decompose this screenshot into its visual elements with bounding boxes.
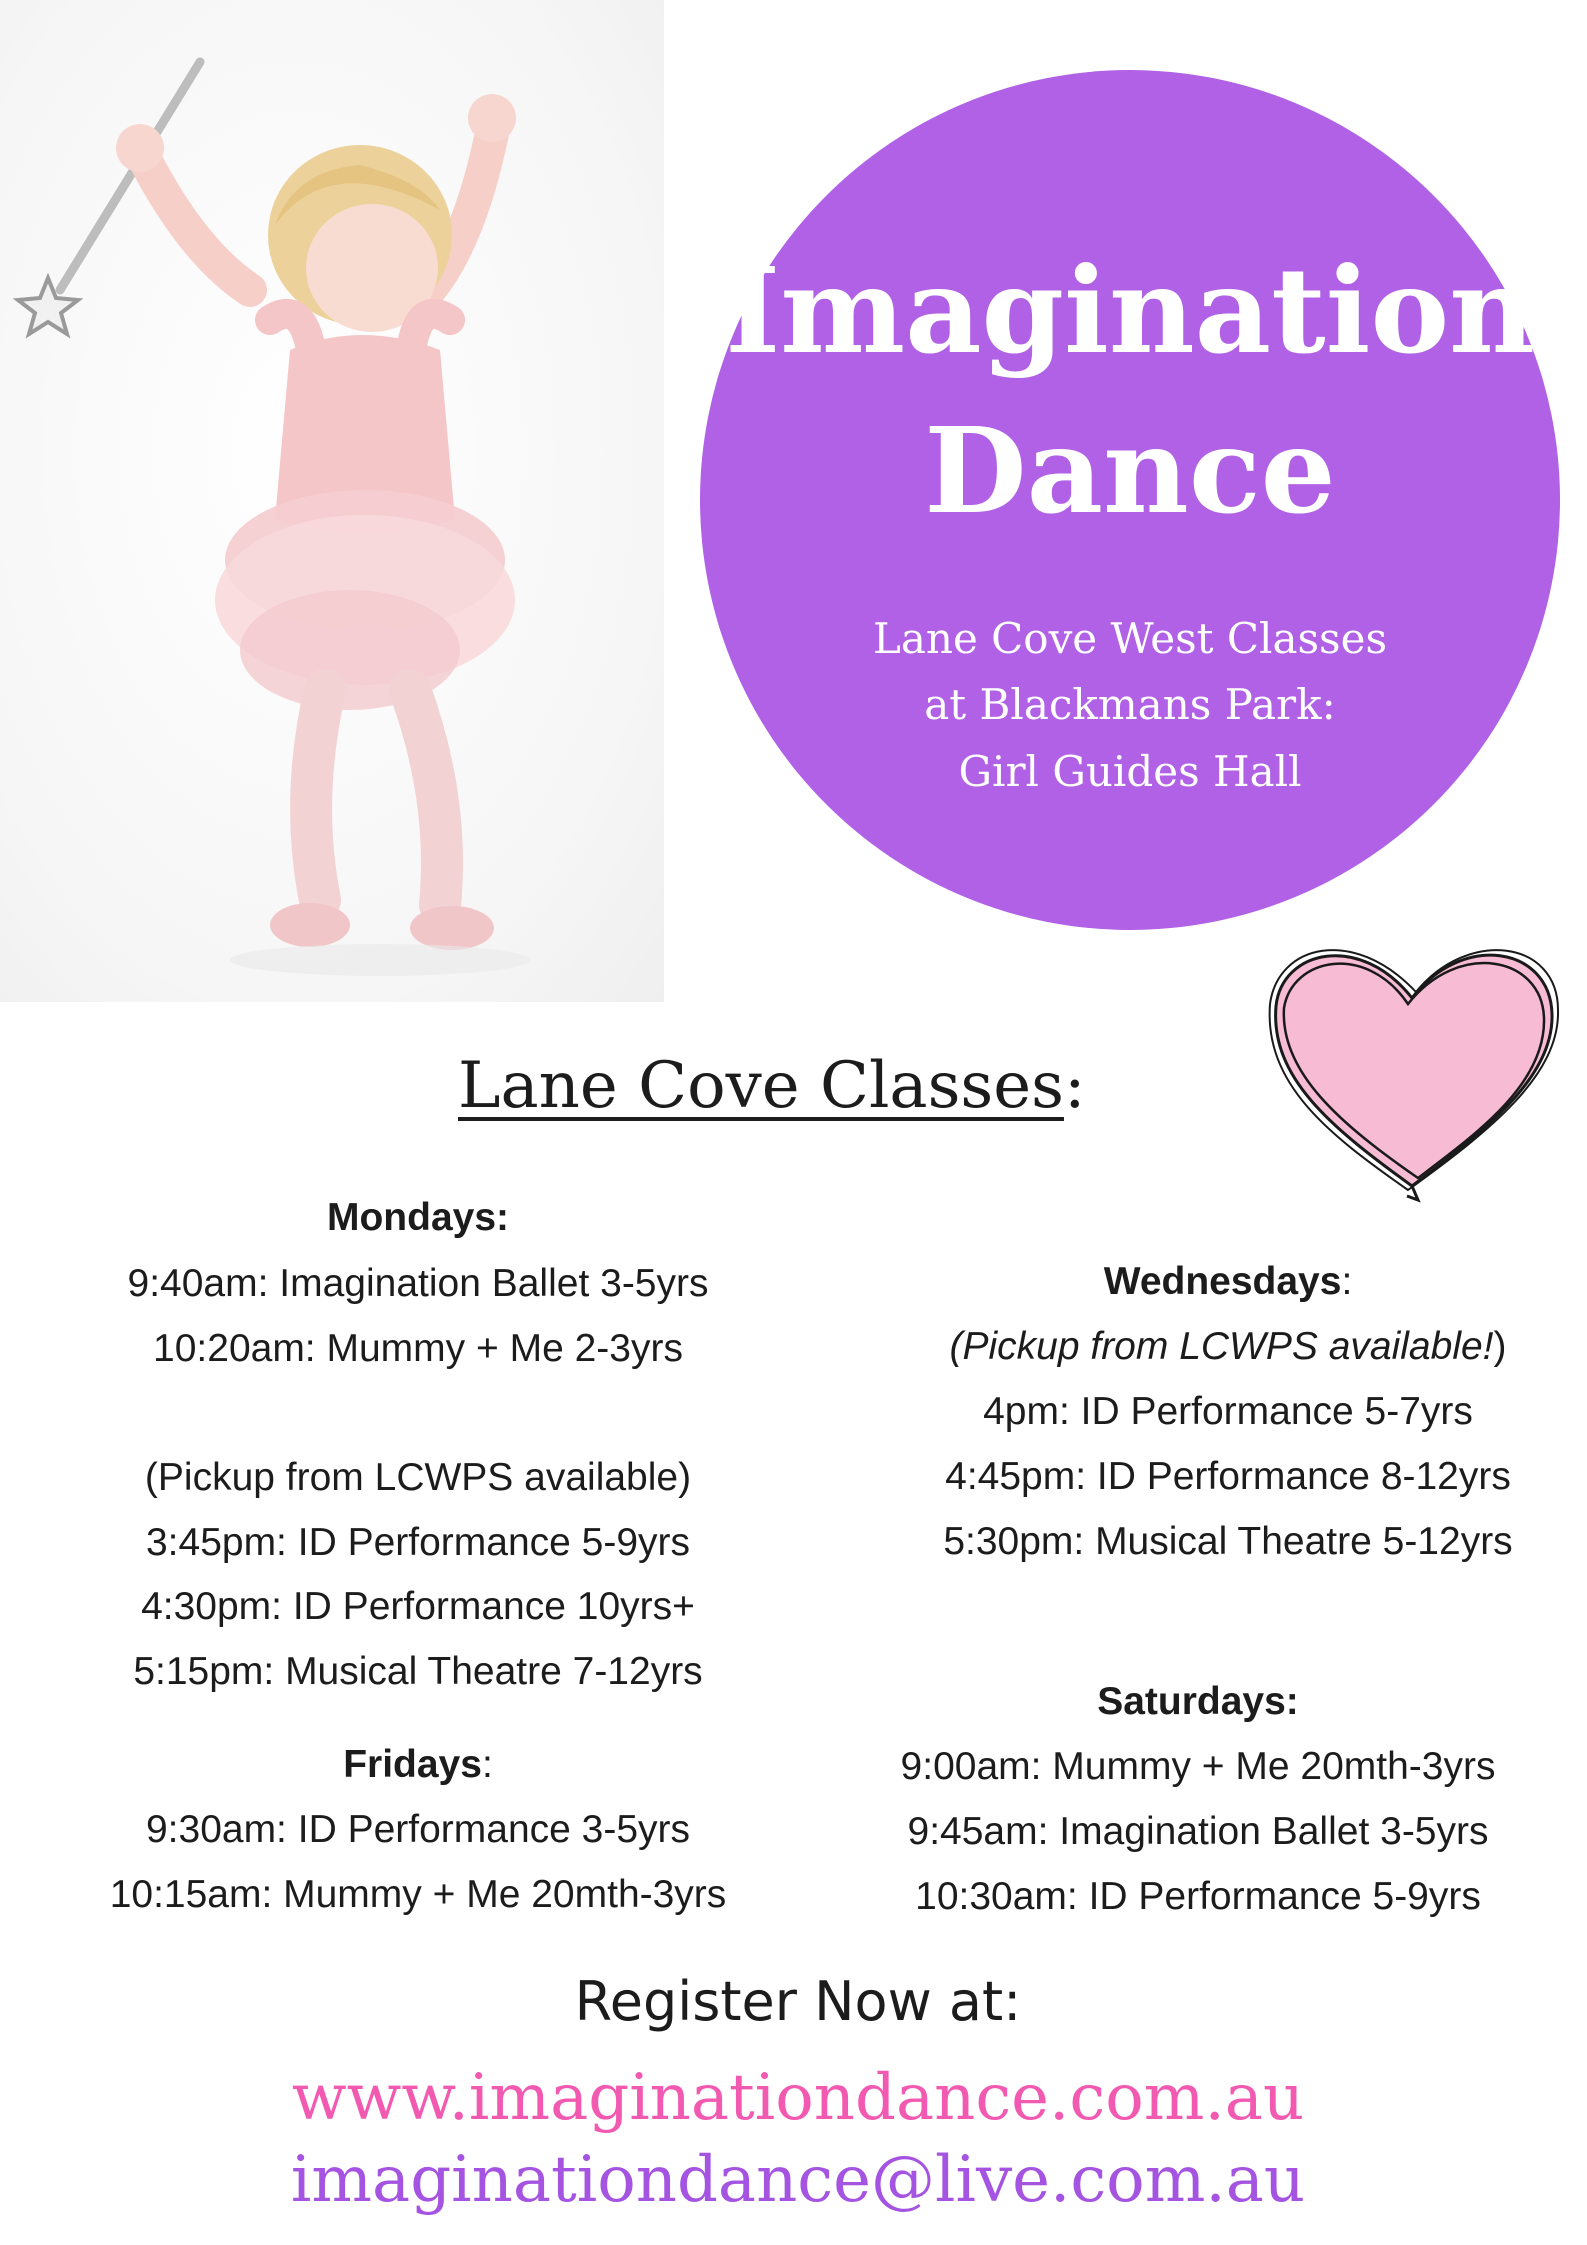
brand-title-line2: Dance <box>924 401 1336 540</box>
brand-title-line1: Imagination <box>725 241 1535 380</box>
wednesdays-pickup-text: (Pickup from LCWPS available! <box>949 1325 1494 1368</box>
heart-icon <box>1262 928 1562 1208</box>
fridays-colon: : <box>481 1743 493 1786</box>
mondays-class-2: 10:20am: Mummy + Me 2-3yrs <box>153 1327 683 1370</box>
wednesdays-class-3: 5:30pm: Musical Theatre 5-12yrs <box>943 1520 1513 1563</box>
fridays-class-1: 9:30am: ID Performance 3-5yrs <box>145 1808 691 1851</box>
ballerina-photo <box>0 0 664 1002</box>
section-heading <box>458 1049 1086 1123</box>
mondays-class-1: 9:40am: Imagination Ballet 3-5yrs <box>127 1262 709 1305</box>
location-line1: Lane Cove West Classes <box>872 614 1388 663</box>
saturdays-class-2: 9:45am: Imagination Ballet 3-5yrs <box>907 1810 1489 1853</box>
section-heading-colon: : <box>1063 1049 1086 1123</box>
mondays-class-4: 4:30pm: ID Performance 10yrs+ <box>141 1585 695 1628</box>
fridays-heading <box>343 1745 493 1784</box>
mondays-pickup-note: (Pickup from LCWPS available) <box>144 1456 692 1499</box>
wednesdays-pickup-close: ) <box>1493 1325 1507 1368</box>
wednesdays-colon: : <box>1341 1260 1353 1303</box>
wednesdays-class-2: 4:45pm: ID Performance 8-12yrs <box>945 1455 1511 1498</box>
location-line2: at Blackmans Park: <box>924 680 1336 729</box>
mondays-heading: Mondays: <box>326 1196 510 1239</box>
wednesdays-class-1: 4pm: ID Performance 5-7yrs <box>983 1390 1473 1433</box>
register-label: Register Now at: <box>574 1970 1022 2033</box>
section-heading-text: Lane Cove Classes <box>458 1049 1064 1123</box>
mondays-class-3: 3:45pm: ID Performance 5-9yrs <box>145 1521 691 1564</box>
saturdays-class-1: 9:00am: Mummy + Me 20mth-3yrs <box>900 1745 1496 1788</box>
saturdays-heading: Saturdays: <box>1097 1680 1299 1723</box>
fridays-class-2: 10:15am: Mummy + Me 20mth-3yrs <box>109 1873 727 1916</box>
saturdays-class-3: 10:30am: ID Performance 5-9yrs <box>915 1875 1481 1918</box>
wednesdays-day: Wednesdays <box>1103 1260 1342 1303</box>
wednesdays-pickup-note <box>949 1327 1506 1366</box>
website-link[interactable]: www.imaginationdance.com.au <box>291 2061 1305 2135</box>
fridays-day: Fridays <box>343 1743 482 1786</box>
location-line3: Girl Guides Hall <box>958 747 1302 796</box>
mondays-class-5: 5:15pm: Musical Theatre 7-12yrs <box>133 1650 703 1693</box>
email-link[interactable]: imaginationdance@live.com.au <box>290 2143 1306 2217</box>
wednesdays-heading <box>1104 1262 1353 1301</box>
